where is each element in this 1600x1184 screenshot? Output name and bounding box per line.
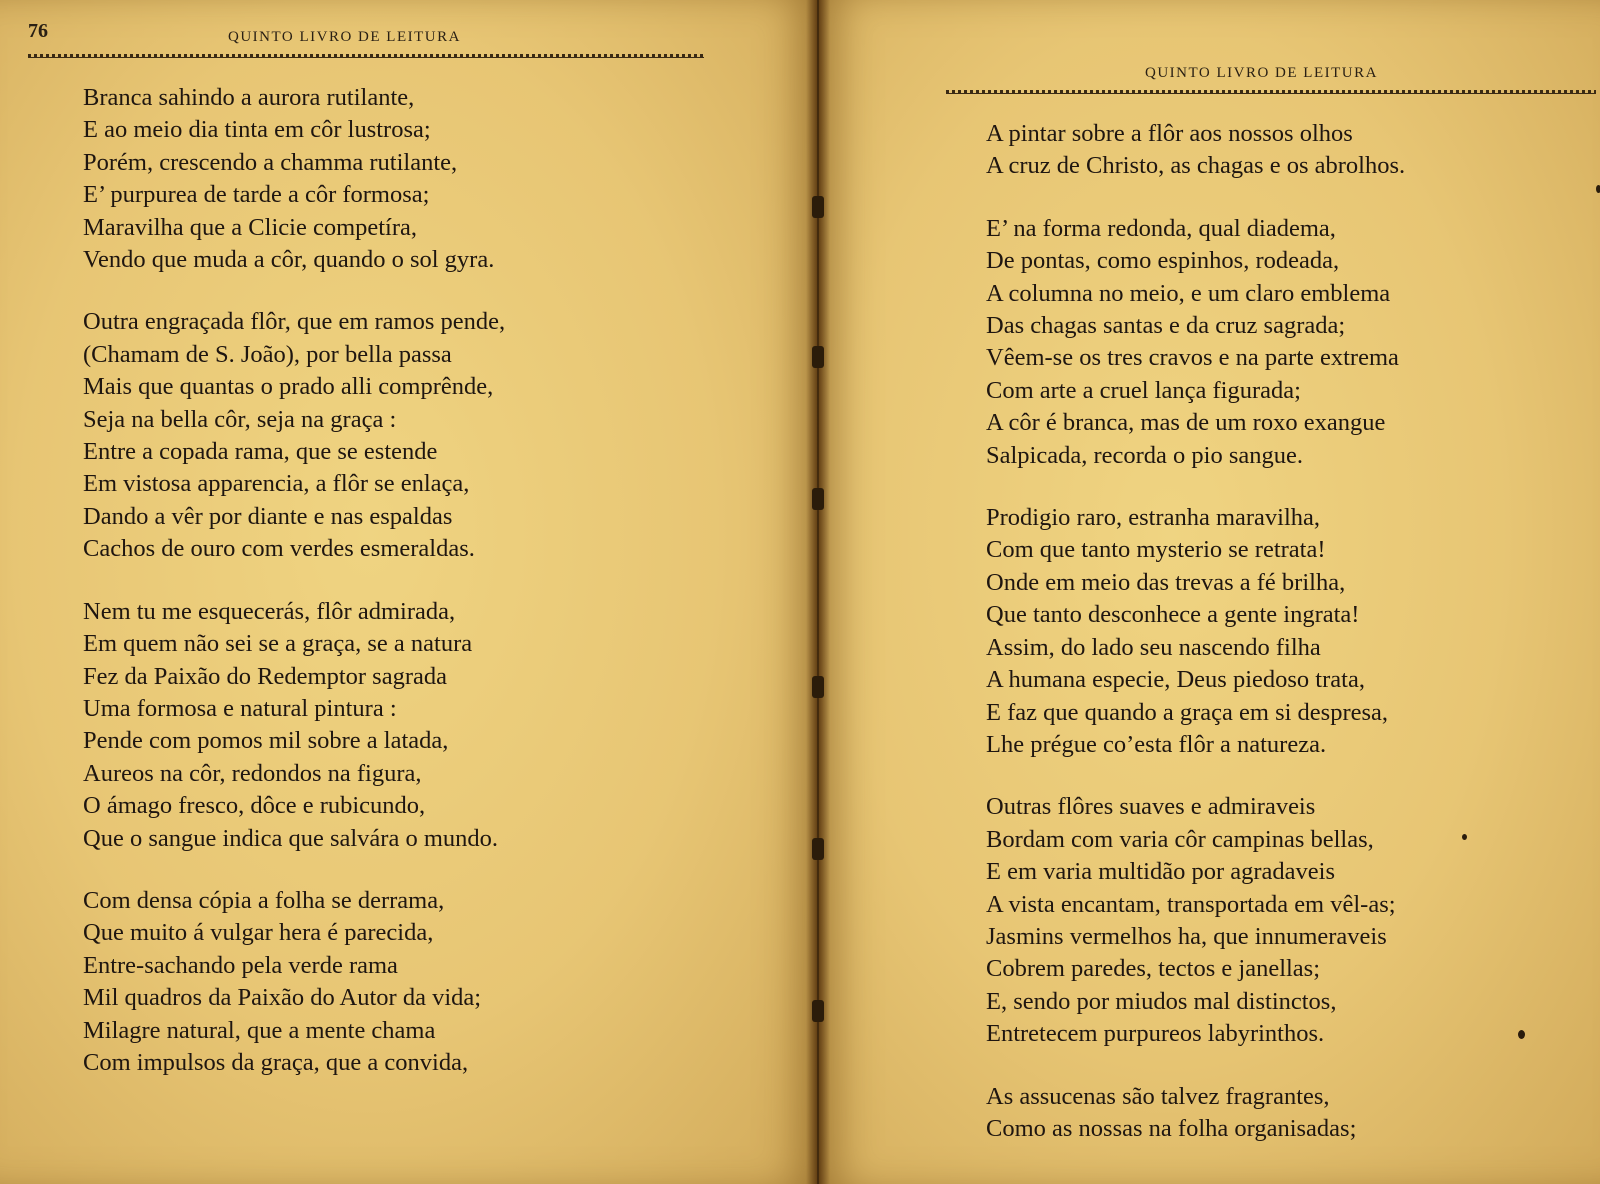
verse-line: Bordam com varia côr campinas bellas, [986, 825, 1374, 853]
poem-text-left [83, 82, 505, 1109]
binding-stitch [812, 676, 824, 698]
binding-stitch [812, 196, 824, 218]
stanza [986, 213, 1405, 472]
verse-line: A columna no meio, e um claro emblema [986, 279, 1391, 307]
verse-line: Assim, do lado seu nascendo filha [986, 633, 1321, 661]
stanza [986, 118, 1405, 183]
verse-line: Outra engraçada flôr, que em ramos pende, [83, 308, 506, 336]
verse-line: A humana especie, Deus piedoso trata, [986, 666, 1365, 694]
verse-line: Que muito á vulgar hera é parecida, [83, 919, 434, 947]
verse-line: A pintar sobre a flôr aos nossos olhos [986, 120, 1353, 147]
verse-line: Entre-sachando pela verde rama [83, 951, 398, 979]
verse-line: Milagre natural, que a mente chama [83, 1016, 436, 1044]
verse-line: Em quem não sei se a graça, se a natura [83, 630, 473, 658]
verse-line: Mil quadros da Paixão do Autor da vida; [83, 984, 482, 1012]
binding-stitch [812, 1000, 824, 1022]
verse-line: Uma formosa e natural pintura : [83, 694, 397, 722]
verse-line: Que tanto desconhece a gente ingrata! [986, 601, 1360, 629]
verse-line: Jasmins vermelhos ha, que innumeraveis [986, 922, 1387, 950]
poem-text-right [986, 118, 1405, 1175]
ink-spot [1518, 1030, 1525, 1039]
verse-line: Com impulsos da graça, que a convida, [83, 1048, 469, 1076]
stanza [83, 596, 505, 855]
header-rule-right [946, 90, 1596, 94]
verse-line: Salpicada, recorda o pio sangue. [986, 441, 1304, 469]
stanza [83, 82, 505, 276]
verse-line: Pende com pomos mil sobre a latada, [83, 727, 449, 755]
verse-line: A vista encantam, transportada em vêl-as; [986, 890, 1396, 918]
verse-line: De pontas, como espinhos, rodeada, [986, 247, 1340, 275]
verse-line: Cachos de ouro com verdes esmeraldas. [83, 535, 475, 563]
verse-line: A cruz de Christo, as chagas e os abrolhos. [986, 152, 1406, 180]
verse-line: E em varia multidão por agradaveis [986, 858, 1335, 886]
binding-stitch [812, 346, 824, 368]
verse-line: As assucenas são talvez fragrantes, [986, 1082, 1330, 1110]
stanza [83, 306, 505, 565]
verse-line: Seja na bella côr, seja na graça : [83, 405, 397, 433]
verse-line: Entre a copada rama, que se estende [83, 438, 438, 466]
verse-line: Prodigio raro, estranha maravilha, [986, 504, 1321, 532]
verse-line: E’ na forma redonda, qual diadema, [986, 214, 1336, 242]
stanza [986, 1081, 1405, 1146]
verse-line: Entretecem purpureos labyrinthos. [986, 1020, 1325, 1048]
verse-line: Em vistosa apparencia, a flôr se enlaça, [83, 470, 470, 498]
verse-line: E faz que quando a graça em si despresa, [986, 698, 1389, 726]
page-number: 76 [28, 20, 48, 42]
verse-line: Vendo que muda a côr, quando o sol gyra. [83, 246, 495, 274]
verse-line: Que o sangue indica que salvára o mundo. [83, 824, 499, 852]
running-head-left: QUINTO LIVRO DE LEITURA [228, 29, 461, 45]
verse-line: (Chamam de S. João), por bella passa [83, 340, 452, 368]
verse-line: E’ purpurea de tarde a côr formosa; [83, 181, 430, 209]
verse-line: Como as nossas na folha organisadas; [986, 1114, 1357, 1142]
verse-line: Fez da Paixão do Redemptor sagrada [83, 662, 447, 690]
verse-line: Com densa cópia a folha se derrama, [83, 886, 445, 914]
verse-line: E ao meio dia tinta em côr lustrosa; [83, 116, 431, 144]
verse-line: Dando a vêr por diante e nas espaldas [83, 502, 453, 530]
header-rule-left [28, 54, 704, 58]
verse-line: Mais que quantas o prado alli comprênde, [83, 373, 494, 401]
verse-line: Maravilha que a Clicie competíra, [83, 213, 418, 241]
verse-line: Aureos na côr, redondos na figura, [83, 759, 422, 787]
verse-line: Lhe prégue co’esta flôr a natureza. [986, 730, 1327, 758]
verse-line: Com que tanto mysterio se retrata! [986, 536, 1326, 564]
verse-line: Com arte a cruel lança figurada; [986, 376, 1301, 404]
verse-line: O ámago fresco, dôce e rubicundo, [83, 792, 426, 820]
verse-line: Outras flôres suaves e admiraveis [986, 793, 1316, 821]
ink-spot [1462, 834, 1467, 840]
ink-spot [1596, 185, 1600, 193]
verse-line: Vêem-se os tres cravos e na parte extrema [986, 344, 1399, 372]
verse-line: Das chagas santas e da cruz sagrada; [986, 312, 1346, 340]
stanza [986, 791, 1405, 1050]
verse-line: Cobrem paredes, tectos e janellas; [986, 955, 1321, 983]
verse-line: Onde em meio das trevas a fé brilha, [986, 568, 1346, 596]
binding-stitch [812, 838, 824, 860]
verse-line: Branca sahindo a aurora rutilante, [83, 84, 415, 111]
verse-line: A côr é branca, mas de um roxo exangue [986, 409, 1386, 437]
running-head-right: QUINTO LIVRO DE LEITURA [1145, 65, 1378, 81]
right-page [818, 0, 1600, 1184]
stanza [986, 502, 1405, 761]
stanza [83, 885, 505, 1079]
binding-stitch [812, 488, 824, 510]
verse-line: E, sendo por miudos mal distinctos, [986, 987, 1337, 1015]
verse-line: Porém, crescendo a chamma rutilante, [83, 148, 458, 176]
verse-line: Nem tu me esquecerás, flôr admirada, [83, 597, 456, 625]
